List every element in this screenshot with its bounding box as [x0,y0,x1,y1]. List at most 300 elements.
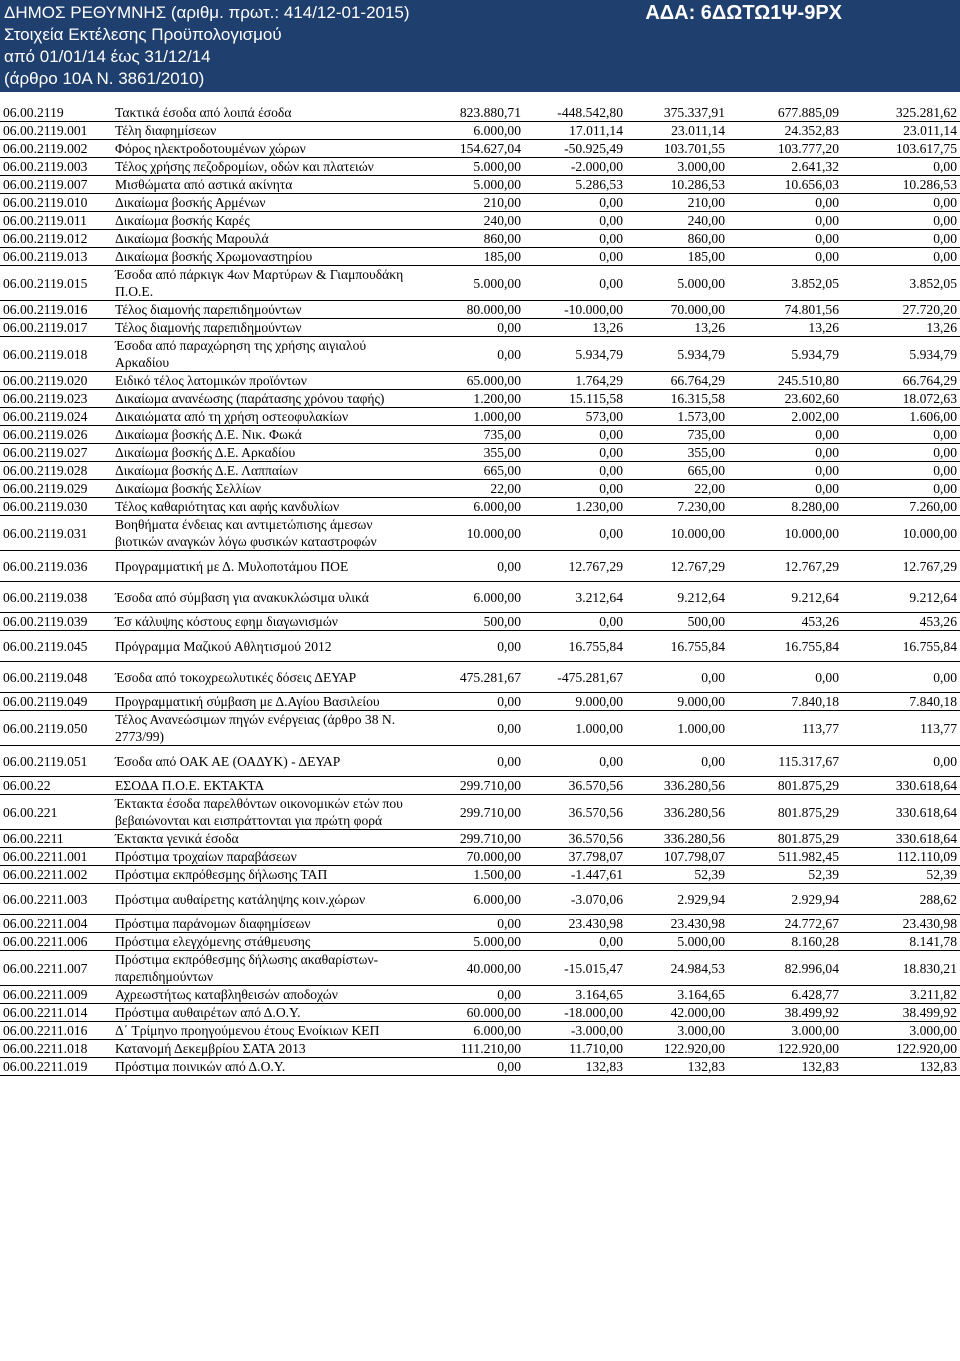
collected-amount: 0,00 [842,248,960,266]
initial-budget: 80.000,00 [412,301,524,319]
account-description: Τέλος διαμονής παρεπιδημούντων [112,301,412,319]
initial-budget: 0,00 [412,986,524,1004]
account-code: 06.00.2211.009 [0,986,112,1004]
table-row [0,266,960,301]
final-budget: 10.286,53 [626,176,728,194]
table-row [0,1004,960,1022]
table-row [0,212,960,230]
header-title-block [4,2,410,90]
account-code: 06.00.2119.020 [0,372,112,390]
account-code: 06.00.2119.045 [0,631,112,662]
initial-budget: 1.500,00 [412,866,524,884]
account-code: 06.00.2119.007 [0,176,112,194]
budget-table [0,104,960,1076]
initial-budget: 5.000,00 [412,158,524,176]
account-description: Έσοδα από τοκοχρεωλυτικές δόσεις ΔΕΥΑΡ [112,662,412,693]
certified-amount: 453,26 [728,613,842,631]
budget-change: 17.011,14 [524,122,626,140]
table-row [0,194,960,212]
table-row [0,140,960,158]
budget-change: 132,83 [524,1058,626,1076]
certified-amount: 3.000,00 [728,1022,842,1040]
table-row [0,951,960,986]
table-row [0,301,960,319]
final-budget: 122.920,00 [626,1040,728,1058]
final-budget: 103.701,55 [626,140,728,158]
account-code: 06.00.2119.013 [0,248,112,266]
initial-budget: 665,00 [412,462,524,480]
account-code: 06.00.2119.003 [0,158,112,176]
certified-amount: 52,39 [728,866,842,884]
collected-amount: 288,62 [842,884,960,915]
certified-amount: 12.767,29 [728,551,842,582]
table-row [0,516,960,551]
account-description: Τέλος χρήσης πεζοδρομίων, οδών και πλατειών [112,158,412,176]
certified-amount: 23.602,60 [728,390,842,408]
final-budget: 132,83 [626,1058,728,1076]
account-description: Πρόστιμα εκπρόθεσμης δήλωσης ΤΑΠ [112,866,412,884]
table-row [0,915,960,933]
budget-change: 36.570,56 [524,830,626,848]
account-description: Δικαίωμα βοσκής Καρές [112,212,412,230]
budget-change: -18.000,00 [524,1004,626,1022]
initial-budget: 0,00 [412,337,524,372]
collected-amount: 0,00 [842,462,960,480]
budget-change: 23.430,98 [524,915,626,933]
account-code: 06.00.2211.018 [0,1040,112,1058]
report-title: Στοιχεία Εκτέλεσης Προϋπολογισμού [4,25,282,44]
budget-change: 0,00 [524,248,626,266]
collected-amount: 27.720,20 [842,301,960,319]
final-budget: 2.929,94 [626,884,728,915]
account-description: Δικαίωμα βοσκής Χρωμοναστηρίου [112,248,412,266]
table-row [0,631,960,662]
table-row [0,848,960,866]
account-description: Δικαίωμα βοσκής Σελλίων [112,480,412,498]
account-description: Πρόστιμα τροχαίων παραβάσεων [112,848,412,866]
initial-budget: 823.880,71 [412,104,524,122]
initial-budget: 735,00 [412,426,524,444]
final-budget: 240,00 [626,212,728,230]
account-description: Τέλη διαφημίσεων [112,122,412,140]
account-description: Κατανομή Δεκεμβρίου ΣΑΤΑ 2013 [112,1040,412,1058]
budget-change: 1.764,29 [524,372,626,390]
collected-amount: 23.011,14 [842,122,960,140]
collected-amount: 3.211,82 [842,986,960,1004]
table-row [0,1058,960,1076]
account-description: Πρόστιμα αυθαίρετης κατάληψης κοιν.χώρων [112,884,412,915]
collected-amount: 1.606,00 [842,408,960,426]
table-row [0,830,960,848]
final-budget: 860,00 [626,230,728,248]
account-description: Τέλος διαμονής παρεπιδημούντων [112,319,412,337]
certified-amount: 511.982,45 [728,848,842,866]
table-row [0,480,960,498]
account-description: Τέλος καθαριότητας και αφής κανδυλίων [112,498,412,516]
collected-amount: 103.617,75 [842,140,960,158]
final-budget: 336.280,56 [626,830,728,848]
initial-budget: 299.710,00 [412,777,524,795]
account-code: 06.00.2211.016 [0,1022,112,1040]
certified-amount: 8.280,00 [728,498,842,516]
account-code: 06.00.2119.036 [0,551,112,582]
table-row [0,884,960,915]
certified-amount: 0,00 [728,194,842,212]
final-budget: 185,00 [626,248,728,266]
account-description: Έσοδα από ΟΑΚ ΑΕ (ΟΑΔΥΚ) - ΔΕΥΑΡ [112,746,412,777]
account-description: Βοηθήματα ένδειας και αντιμετώπισης άμεσων βιοτικών αναγκών λόγω φυσικών καταστροφών [112,516,412,551]
certified-amount: 115.317,67 [728,746,842,777]
collected-amount: 3.852,05 [842,266,960,301]
certified-amount: 38.499,92 [728,1004,842,1022]
account-code: 06.00.2119.030 [0,498,112,516]
collected-amount: 66.764,29 [842,372,960,390]
final-budget: 5.000,00 [626,933,728,951]
certified-amount: 3.852,05 [728,266,842,301]
certified-amount: 0,00 [728,230,842,248]
account-description: Ειδικό τέλος λατομικών προϊόντων [112,372,412,390]
final-budget: 336.280,56 [626,777,728,795]
final-budget: 23.011,14 [626,122,728,140]
budget-change: -448.542,80 [524,104,626,122]
initial-budget: 6.000,00 [412,1022,524,1040]
table-row [0,444,960,462]
collected-amount: 9.212,64 [842,582,960,613]
initial-budget: 860,00 [412,230,524,248]
budget-change: -475.281,67 [524,662,626,693]
account-description: Δικαίωμα ανανέωσης (παράτασης χρόνου ταφής) [112,390,412,408]
collected-amount: 0,00 [842,444,960,462]
certified-amount: 7.840,18 [728,693,842,711]
budget-table-body [0,104,960,1076]
account-code: 06.00.221 [0,795,112,830]
table-row [0,319,960,337]
budget-change: 36.570,56 [524,795,626,830]
table-row [0,693,960,711]
account-description: Δικαίωμα βοσκής Μαρουλά [112,230,412,248]
initial-budget: 70.000,00 [412,848,524,866]
account-code: 06.00.2211.002 [0,866,112,884]
budget-change: 12.767,29 [524,551,626,582]
final-budget: 66.764,29 [626,372,728,390]
collected-amount: 112.110,09 [842,848,960,866]
budget-change: 36.570,56 [524,777,626,795]
final-budget: 1.000,00 [626,711,728,746]
account-code: 06.00.2119.010 [0,194,112,212]
account-code: 06.00.2119.001 [0,122,112,140]
certified-amount: 8.160,28 [728,933,842,951]
final-budget: 336.280,56 [626,795,728,830]
account-description: ΕΣΟΔΑ Π.Ο.Ε. ΕΚΤΑΚΤΑ [112,777,412,795]
certified-amount: 122.920,00 [728,1040,842,1058]
account-description: Φόρος ηλεκτροδοτουμένων χώρων [112,140,412,158]
certified-amount: 0,00 [728,444,842,462]
budget-change: 5.286,53 [524,176,626,194]
document-header [0,0,960,92]
account-code: 06.00.2119.015 [0,266,112,301]
account-code: 06.00.2119.012 [0,230,112,248]
account-code: 06.00.2119.038 [0,582,112,613]
budget-change: 15.115,58 [524,390,626,408]
account-description: Πρόγραμμα Μαζικού Αθλητισμού 2012 [112,631,412,662]
budget-change: -1.447,61 [524,866,626,884]
account-code: 06.00.2119.039 [0,613,112,631]
initial-budget: 10.000,00 [412,516,524,551]
collected-amount: 23.430,98 [842,915,960,933]
account-description: Αχρεωστήτως καταβληθεισών αποδοχών [112,986,412,1004]
final-budget: 13,26 [626,319,728,337]
account-description: Πρόστιμα ποινικών από Δ.Ο.Υ. [112,1058,412,1076]
account-description: Τακτικά έσοδα από λοιπά έσοδα [112,104,412,122]
final-budget: 10.000,00 [626,516,728,551]
budget-change: -3.070,06 [524,884,626,915]
collected-amount: 0,00 [842,230,960,248]
table-row [0,613,960,631]
certified-amount: 24.772,67 [728,915,842,933]
certified-amount: 13,26 [728,319,842,337]
initial-budget: 5.000,00 [412,266,524,301]
account-code: 06.00.2211.006 [0,933,112,951]
final-budget: 52,39 [626,866,728,884]
account-code: 06.00.2119.029 [0,480,112,498]
initial-budget: 1.200,00 [412,390,524,408]
account-code: 06.00.2119 [0,104,112,122]
ada-code: ΑΔΑ: 6ΔΩΤΩ1Ψ-9ΡΧ [645,2,842,24]
initial-budget: 475.281,67 [412,662,524,693]
initial-budget: 154.627,04 [412,140,524,158]
collected-amount: 330.618,64 [842,830,960,848]
collected-amount: 0,00 [842,426,960,444]
final-budget: 3.000,00 [626,158,728,176]
budget-change: 0,00 [524,933,626,951]
initial-budget: 5.000,00 [412,933,524,951]
legal-reference: (άρθρο 10Α Ν. 3861/2010) [4,69,205,88]
account-code: 06.00.2119.018 [0,337,112,372]
initial-budget: 6.000,00 [412,582,524,613]
collected-amount: 113,77 [842,711,960,746]
table-row [0,462,960,480]
table-row [0,158,960,176]
certified-amount: 2.002,00 [728,408,842,426]
account-code: 06.00.2119.049 [0,693,112,711]
table-row [0,933,960,951]
budget-change: -50.925,49 [524,140,626,158]
account-description: Δικαίωμα βοσκής Αρμένων [112,194,412,212]
table-row [0,248,960,266]
certified-amount: 0,00 [728,426,842,444]
collected-amount: 12.767,29 [842,551,960,582]
budget-change: -3.000,00 [524,1022,626,1040]
final-budget: 3.000,00 [626,1022,728,1040]
budget-change: 0,00 [524,426,626,444]
budget-change: 0,00 [524,212,626,230]
final-budget: 9.212,64 [626,582,728,613]
table-row [0,390,960,408]
certified-amount: 5.934,79 [728,337,842,372]
collected-amount: 0,00 [842,480,960,498]
budget-change: 5.934,79 [524,337,626,372]
budget-change: 3.212,64 [524,582,626,613]
final-budget: 23.430,98 [626,915,728,933]
account-description: Έσ κάλυψης κόστους εφημ διαγωνισμών [112,613,412,631]
final-budget: 1.573,00 [626,408,728,426]
table-row [0,662,960,693]
account-description: Δ΄ Τρίμηνο προηγούμενου έτους Ενοίκιων ΚΕΠ [112,1022,412,1040]
final-budget: 375.337,91 [626,104,728,122]
collected-amount: 13,26 [842,319,960,337]
account-code: 06.00.2211.003 [0,884,112,915]
initial-budget: 0,00 [412,1058,524,1076]
initial-budget: 0,00 [412,693,524,711]
initial-budget: 111.210,00 [412,1040,524,1058]
collected-amount: 5.934,79 [842,337,960,372]
collected-amount: 38.499,92 [842,1004,960,1022]
account-description: Προγραμματική με Δ. Μυλοποτάμου ΠΟΕ [112,551,412,582]
account-code: 06.00.2211.007 [0,951,112,986]
certified-amount: 2.929,94 [728,884,842,915]
certified-amount: 0,00 [728,480,842,498]
table-row [0,777,960,795]
initial-budget: 500,00 [412,613,524,631]
collected-amount: 0,00 [842,662,960,693]
certified-amount: 677.885,09 [728,104,842,122]
account-description: Έκτακτα έσοδα παρελθόντων οικονομικών ετών που βεβαιώνονται και εισπράττονται για πρώτη φορά [112,795,412,830]
account-code: 06.00.2119.016 [0,301,112,319]
budget-change: 0,00 [524,746,626,777]
final-budget: 355,00 [626,444,728,462]
final-budget: 107.798,07 [626,848,728,866]
budget-change: 0,00 [524,613,626,631]
final-budget: 7.230,00 [626,498,728,516]
account-description: Δικαίωμα βοσκής Δ.Ε. Νικ. Φωκά [112,426,412,444]
certified-amount: 82.996,04 [728,951,842,986]
collected-amount: 0,00 [842,212,960,230]
certified-amount: 801.875,29 [728,795,842,830]
budget-change: 16.755,84 [524,631,626,662]
table-row [0,582,960,613]
account-code: 06.00.2119.031 [0,516,112,551]
table-row [0,1040,960,1058]
collected-amount: 122.920,00 [842,1040,960,1058]
account-description: Έσοδα από παραχώρηση της χρήσης αιγιαλού Αρκαδίου [112,337,412,372]
table-row [0,337,960,372]
budget-change: 0,00 [524,516,626,551]
account-code: 06.00.2119.024 [0,408,112,426]
account-code: 06.00.2211.001 [0,848,112,866]
table-row [0,426,960,444]
table-row [0,498,960,516]
collected-amount: 0,00 [842,194,960,212]
budget-change: 1.230,00 [524,498,626,516]
budget-change: 37.798,07 [524,848,626,866]
collected-amount: 16.755,84 [842,631,960,662]
final-budget: 24.984,53 [626,951,728,986]
account-description: Έσοδα από σύμβαση για ανακυκλώσιμα υλικά [112,582,412,613]
table-row [0,746,960,777]
collected-amount: 52,39 [842,866,960,884]
certified-amount: 0,00 [728,248,842,266]
certified-amount: 0,00 [728,662,842,693]
certified-amount: 10.000,00 [728,516,842,551]
initial-budget: 1.000,00 [412,408,524,426]
budget-change: -2.000,00 [524,158,626,176]
final-budget: 210,00 [626,194,728,212]
final-budget: 5.000,00 [626,266,728,301]
certified-amount: 2.641,32 [728,158,842,176]
initial-budget: 0,00 [412,746,524,777]
account-description: Τέλος Ανανεώσιμων πηγών ενέργειας (άρθρο 38 Ν. 2773/99) [112,711,412,746]
budget-change: 0,00 [524,266,626,301]
account-code: 06.00.2211.014 [0,1004,112,1022]
table-row [0,795,960,830]
certified-amount: 132,83 [728,1058,842,1076]
final-budget: 0,00 [626,662,728,693]
budget-change: 3.164,65 [524,986,626,1004]
collected-amount: 10.286,53 [842,176,960,194]
certified-amount: 10.656,03 [728,176,842,194]
initial-budget: 240,00 [412,212,524,230]
certified-amount: 9.212,64 [728,582,842,613]
table-row [0,551,960,582]
initial-budget: 0,00 [412,551,524,582]
budget-change: 0,00 [524,462,626,480]
table-row [0,408,960,426]
initial-budget: 65.000,00 [412,372,524,390]
final-budget: 12.767,29 [626,551,728,582]
budget-change: 11.710,00 [524,1040,626,1058]
final-budget: 500,00 [626,613,728,631]
collected-amount: 10.000,00 [842,516,960,551]
account-code: 06.00.2211 [0,830,112,848]
final-budget: 16.755,84 [626,631,728,662]
budget-change: 573,00 [524,408,626,426]
initial-budget: 6.000,00 [412,498,524,516]
initial-budget: 0,00 [412,631,524,662]
budget-change: 0,00 [524,230,626,248]
initial-budget: 0,00 [412,711,524,746]
account-code: 06.00.2119.050 [0,711,112,746]
initial-budget: 299.710,00 [412,795,524,830]
final-budget: 0,00 [626,746,728,777]
final-budget: 735,00 [626,426,728,444]
account-code: 06.00.2119.028 [0,462,112,480]
certified-amount: 74.801,56 [728,301,842,319]
account-description: Έσοδα από πάρκιγκ 4ων Μαρτύρων & Γιαμπουδάκη Π.Ο.Ε. [112,266,412,301]
account-code: 06.00.2119.011 [0,212,112,230]
table-row [0,104,960,122]
table-row [0,230,960,248]
table-row [0,176,960,194]
collected-amount: 3.000,00 [842,1022,960,1040]
initial-budget: 22,00 [412,480,524,498]
certified-amount: 16.755,84 [728,631,842,662]
budget-change: 1.000,00 [524,711,626,746]
budget-change: -15.015,47 [524,951,626,986]
account-description: Δικαίωμα βοσκής Δ.Ε. Αρκαδίου [112,444,412,462]
initial-budget: 355,00 [412,444,524,462]
initial-budget: 0,00 [412,319,524,337]
budget-change: 0,00 [524,480,626,498]
collected-amount: 0,00 [842,158,960,176]
account-code: 06.00.2119.002 [0,140,112,158]
final-budget: 665,00 [626,462,728,480]
initial-budget: 6.000,00 [412,884,524,915]
collected-amount: 132,83 [842,1058,960,1076]
initial-budget: 40.000,00 [412,951,524,986]
report-period: από 01/01/14 έως 31/12/14 [4,47,211,66]
final-budget: 5.934,79 [626,337,728,372]
account-code: 06.00.2119.023 [0,390,112,408]
